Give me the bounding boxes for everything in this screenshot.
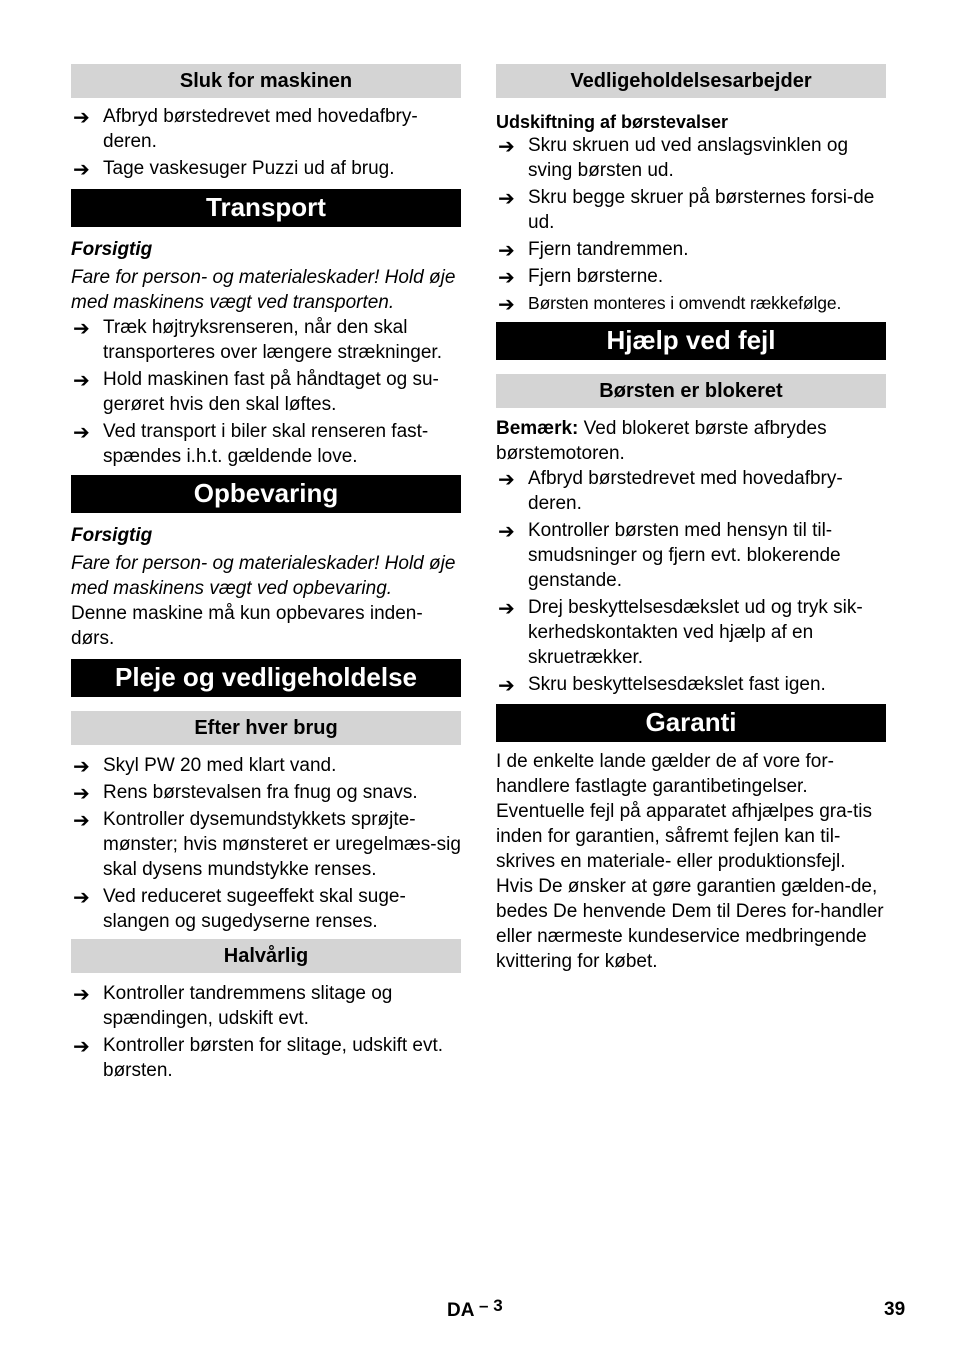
list-halvaarlig: [71, 981, 461, 1083]
list-item: ➔ Skru skruen ud ved anslagsvinklen og sving børsten ud.: [498, 135, 849, 181]
list-item: ➔ Træk højtryksrenseren, når den skal transporteres over længere strækninger.: [73, 317, 442, 363]
arrow-icon: ➔: [73, 159, 90, 181]
note: [496, 416, 886, 466]
heading-efter-hver-brug: Efter hver brug: [71, 711, 461, 745]
list-item: ➔ Ved transport i biler skal renseren fast-spændes i.h.t. gældende love.: [73, 421, 429, 467]
list-item: ➔ Skru beskyttelsesdækslet fast igen.: [498, 674, 826, 697]
arrow-icon: ➔: [73, 318, 90, 340]
list-blokeret: [496, 466, 886, 697]
heading-sluk: Sluk for maskinen: [71, 64, 461, 98]
heading-vedligeholdelsesarbejder: Vedligeholdelsesarbejder: [496, 64, 886, 98]
heading-transport: Transport: [71, 189, 461, 227]
list-item: ➔ Rens børstevalsen fra fnug og snavs.: [73, 782, 418, 805]
arrow-icon: ➔: [498, 136, 515, 158]
garanti-text: I de enkelte lande gælder de af vore for-handlere fastlagte garantibetingelser. Eventuelle fejl på apparatet afhjælpes gra-tis inden for garantien, såfremt fejlen kan til-skrives en materiale- eller produktionsfejl. Hvis De ønsker at gøre garantien gælden-de, bedes De henvende Dem til Deres for-handler eller nærmeste kundeservice medbringende kvittering for købet.: [496, 751, 884, 972]
warning-title: Forsigtig: [71, 239, 153, 260]
list-item: ➔ Drej beskyttelsesdækslet ud og tryk sik-kerhedskontakten ved hjælp af en skruetrækker.: [498, 597, 863, 668]
arrow-icon: ➔: [498, 188, 515, 210]
heading-hjaelp-ved-fejl: Hjælp ved fejl: [496, 322, 886, 360]
footer-section: DA $^{- 3}$: [447, 1296, 503, 1321]
heading-garanti: Garanti: [496, 704, 886, 742]
page-number: 39: [884, 1299, 906, 1320]
arrow-icon: ➔: [498, 240, 515, 262]
list-item: ➔ Afbryd børstedrevet med hovedafbry-deren.: [498, 468, 843, 514]
list-item: ➔ Fjern børsterne.: [498, 266, 664, 289]
list-item: ➔ Kontroller børsten for slitage, udskift evt. børsten.: [73, 1035, 444, 1081]
subheading-udskiftning: Udskiftning af børstevalser: [496, 112, 729, 132]
note-text: Ved blokeret børste afbrydes børstemotoren.: [496, 418, 827, 464]
arrow-icon: ➔: [73, 783, 90, 805]
list-item: ➔ Fjern tandremmen.: [498, 239, 689, 262]
arrow-icon: ➔: [498, 469, 515, 491]
list-item: ➔ Hold maskinen fast på håndtaget og su-gerøret hvis den skal løftes.: [73, 369, 439, 415]
note-label: Bemærk:: [496, 418, 579, 439]
arrow-icon: ➔: [73, 984, 90, 1006]
list-item: ➔ Afbryd børstedrevet med hovedafbry-deren.: [73, 106, 418, 152]
warning-text: Fare for person- og materialeskader! Hold øje med maskinens vægt ved opbevaring.: [71, 553, 456, 599]
arrow-icon: ➔: [498, 598, 515, 620]
arrow-icon: ➔: [498, 267, 515, 289]
list-vedlig: [496, 133, 886, 316]
list-item: ➔ Kontroller tandremmens slitage og spændingen, udskift evt.: [73, 983, 393, 1029]
arrow-icon: ➔: [73, 887, 90, 909]
heading-pleje: Pleje og vedligeholdelse: [71, 659, 461, 697]
arrow-icon: ➔: [498, 675, 515, 697]
list-item: ➔ Skyl PW 20 med klart vand.: [73, 755, 337, 778]
arrow-icon: ➔: [498, 294, 515, 316]
arrow-icon: ➔: [73, 756, 90, 778]
heading-opbevaring: Opbevaring: [71, 475, 461, 513]
arrow-icon: ➔: [498, 521, 515, 543]
arrow-icon: ➔: [73, 810, 90, 832]
list-efter: [71, 753, 461, 934]
list-item: ➔ Kontroller børsten med hensyn til til-smudsninger og fjern evt. blokerende genstande.: [498, 520, 841, 591]
left-column: [71, 64, 461, 1085]
arrow-icon: ➔: [73, 422, 90, 444]
warning-text: Fare for person- og materialeskader! Hold øje med maskinens vægt ved transporten.: [71, 267, 456, 313]
arrow-icon: ➔: [73, 1036, 90, 1058]
arrow-icon: ➔: [73, 370, 90, 392]
warning-title: Forsigtig: [71, 525, 153, 546]
list-item: ➔ Ved reduceret sugeeffekt skal suge-slangen og sugedyserne renses.: [73, 886, 406, 932]
arrow-icon: ➔: [73, 107, 90, 129]
heading-boersten-er-blokeret: Børsten er blokeret: [496, 374, 886, 408]
list-sluk: [71, 104, 461, 181]
list-item: ➔ Tage vaskesuger Puzzi ud af brug.: [73, 158, 395, 181]
list-item: ➔ Børsten monteres i omvendt rækkefølge.: [498, 293, 842, 316]
storage-note: Denne maskine må kun opbevares inden-dørs.: [71, 603, 423, 649]
list-item: ➔ Skru begge skruer på børsternes forsi-de ud.: [498, 187, 875, 233]
list-item: ➔ Kontroller dysemundstykkets sprøjte-mønster; hvis mønsteret er uregelmæs-sig skal dysens mundstykke renses.: [73, 809, 461, 880]
right-column: [496, 64, 886, 974]
list-transport: [71, 315, 461, 469]
heading-halvaarlig: Halvårlig: [71, 939, 461, 973]
